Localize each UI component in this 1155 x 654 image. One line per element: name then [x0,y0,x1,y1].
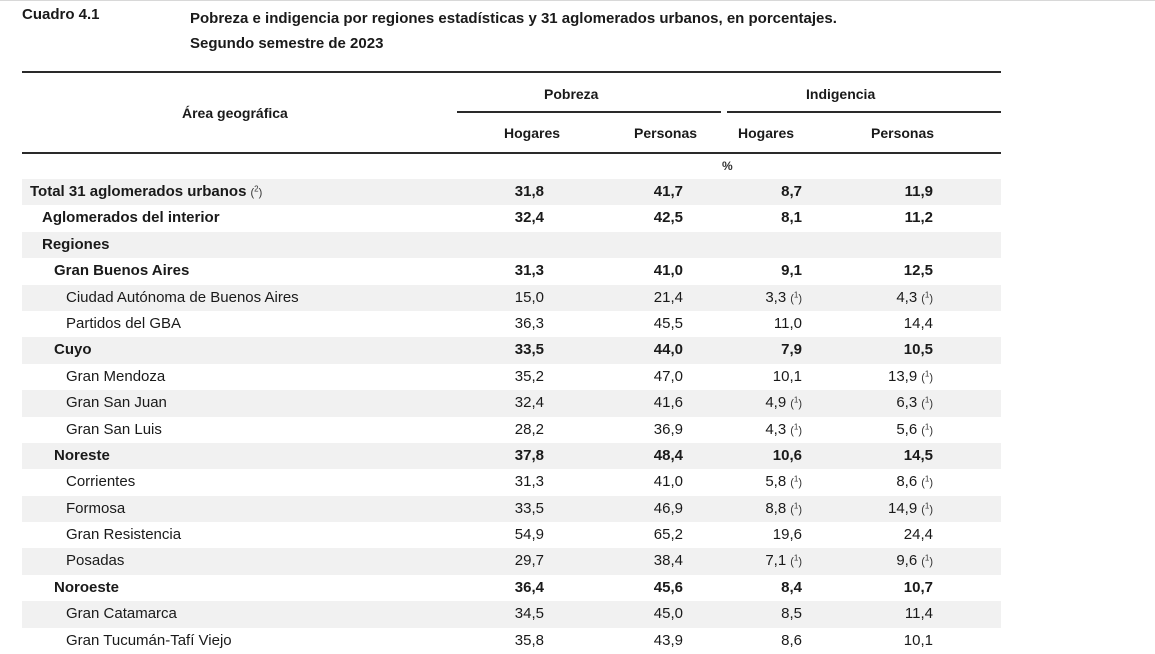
cell-value: 28,2 [514,420,544,438]
cell-value: 31,8 [514,183,544,200]
table-row [22,575,1001,601]
cell-value: 65,2 [653,526,683,544]
cell-indigencia-hogares [765,289,802,306]
cell-indigencia-hogares [765,421,802,438]
cell-pobreza-hogares [515,447,544,464]
cell-value: 31,3 [514,262,544,280]
row-label-text: Formosa [66,499,126,517]
cell-value: 14,5 [903,446,933,464]
cell-value: 8,6 [781,631,802,649]
cell-indigencia-hogares [765,473,802,490]
footnote-ref: ($^1$) [921,421,933,437]
footnote-ref: ($^1$) [921,395,933,411]
table-row [22,628,1001,654]
cell-indigencia-hogares [781,632,802,649]
cell-value: 10,7 [903,578,933,596]
cell-value: 33,5 [514,499,544,517]
row-label [54,262,189,279]
cell-value: 45,5 [653,314,683,332]
cell-indigencia-hogares [781,341,802,358]
cell-value: 5,8 [765,473,787,491]
cell-indigencia-personas [904,447,933,464]
cell-value: 31,3 [514,473,544,491]
cell-value: 8,8 [765,499,787,517]
cell-indigencia-hogares [773,368,802,385]
cell-pobreza-personas [654,341,683,358]
cell-value: 34,5 [514,605,544,623]
cell-value: 7,9 [781,341,802,359]
cell-indigencia-hogares [781,605,802,622]
cell-value: 8,5 [781,605,802,623]
table-row [22,232,1001,258]
cell-pobreza-hogares [515,526,544,543]
cell-pobreza-personas [654,421,683,438]
cell-pobreza-hogares [515,209,544,226]
cell-value: 4,9 [765,394,787,412]
cell-pobreza-hogares [515,473,544,490]
row-label [54,341,92,358]
cell-indigencia-hogares [781,262,802,279]
row-label-text: Posadas [66,552,125,570]
row-label [66,473,135,490]
table-row [22,337,1001,363]
table-row [22,496,1001,522]
pobreza-group-rule [457,111,721,113]
row-label [66,632,232,649]
table-title-line1: Pobreza e indigencia por regiones estadísticas y 31 aglomerados urbanos, en porcentajes. [190,10,837,27]
cell-value: 32,4 [514,209,544,227]
cell-indigencia-hogares [774,315,802,332]
row-label-text: Ciudad Autónoma de Buenos Aires [66,288,299,306]
footnote-ref: ($^1$) [921,474,933,490]
cell-pobreza-hogares [515,341,544,358]
cell-pobreza-personas [654,447,683,464]
cell-pobreza-hogares [515,183,544,200]
cell-pobreza-personas [654,473,683,490]
cell-value: 15,0 [514,288,544,306]
table-header-rule [22,152,1001,154]
row-label [66,315,181,332]
cell-value: 32,4 [514,394,544,412]
cell-pobreza-hogares [515,500,544,517]
cell-value: 44,0 [653,341,683,359]
row-label [66,526,181,543]
cell-pobreza-personas [654,262,683,279]
row-label [66,552,124,569]
row-label-text: Gran San Luis [66,420,162,438]
footnote-ref: ($^1$) [921,501,933,516]
cell-value: 29,7 [514,552,544,570]
cell-pobreza-personas [654,605,683,622]
cell-value: 14,9 [888,499,918,517]
table-row [22,417,1001,443]
cell-pobreza-personas [654,209,683,226]
cell-indigencia-hogares [781,579,802,596]
footnote-ref: ($^1$) [790,421,802,437]
cell-value: 4,3 [765,420,787,438]
cell-pobreza-personas [654,394,683,411]
cell-indigencia-personas [904,262,933,279]
cell-value: 24,4 [903,526,933,544]
cell-indigencia-personas [888,368,933,385]
cell-pobreza-personas [654,552,683,569]
cell-indigencia-hogares [765,500,802,517]
cell-pobreza-personas [654,183,683,200]
cell-indigencia-hogares [765,552,802,569]
indigencia-group-rule [727,111,1001,113]
footnote-ref: ($^1$) [790,501,802,516]
header-pobreza-personas: Personas [634,125,698,141]
table-number: Cuadro 4.1 [22,6,100,23]
cell-value: 13,9 [888,367,918,385]
cell-value: 6,3 [896,394,918,412]
cell-value: 8,6 [896,473,918,491]
table-title-line2: Segundo semestre de 2023 [190,35,384,52]
row-label [54,579,119,596]
row-label-text: Noreste [54,446,110,464]
cell-value: 11,2 [904,209,933,227]
row-label [54,447,110,464]
footnote-ref: ($^1$) [790,474,802,490]
cell-indigencia-personas [896,552,933,569]
cell-value: 10,1 [772,367,802,385]
cell-value: 36,3 [514,314,544,332]
cell-value: 47,0 [653,367,683,385]
cell-indigencia-hogares [781,183,802,200]
page-top-border [0,0,1155,1]
row-label [66,605,177,622]
cell-value: 35,8 [514,631,544,649]
footnote-ref: ($^1$) [790,289,802,305]
cell-pobreza-hogares [515,605,544,622]
row-label-text: Aglomerados del interior [42,209,220,227]
header-indigencia-personas: Personas [871,125,935,141]
cell-pobreza-personas [654,315,683,332]
header-area: Área geográfica [182,105,288,121]
row-label-text: Gran Resistencia [66,526,182,544]
cell-value: 7,1 [765,552,787,570]
cell-value: 41,7 [653,183,683,200]
cell-value: 38,4 [653,552,683,570]
table-title [190,6,837,56]
footnote-ref: ($^1$) [921,553,933,569]
cell-indigencia-hogares [765,394,802,411]
table-row [22,258,1001,284]
cell-indigencia-personas [896,421,933,438]
cell-value: 11,0 [773,314,802,332]
row-label [66,421,162,438]
cell-value: 41,6 [653,394,683,412]
cell-indigencia-personas [888,500,933,517]
cell-indigencia-personas [896,289,933,306]
table-row [22,601,1001,627]
cell-indigencia-personas [896,473,933,490]
cell-indigencia-hogares [773,526,802,543]
cell-value: 11,9 [904,183,933,200]
cell-indigencia-personas [905,183,933,200]
table-row [22,179,1001,205]
cell-value: 19,6 [772,526,802,544]
row-label-text: Corrientes [66,473,136,491]
cell-pobreza-personas [654,579,683,596]
cell-pobreza-personas [654,368,683,385]
cell-value: 10,1 [903,631,933,649]
row-label-text: Regiones [42,235,110,253]
cell-indigencia-hogares [773,447,802,464]
unit-label: % [722,159,733,173]
cell-pobreza-hogares [515,421,544,438]
footnote-ref: ($^1$) [921,369,933,384]
row-label-text: Gran Tucumán-Tafí Viejo [66,631,232,649]
cell-value: 45,6 [653,578,683,596]
cell-value: 33,5 [514,341,544,359]
cell-pobreza-hogares [515,632,544,649]
cell-pobreza-personas [654,526,683,543]
cell-value: 45,0 [653,605,683,623]
row-label-text: Cuyo [54,341,92,359]
table-row [22,285,1001,311]
cell-value: 41,0 [653,473,683,491]
cell-value: 9,6 [896,552,918,570]
cell-value: 12,5 [903,262,933,280]
table-row [22,311,1001,337]
row-label [30,183,262,200]
cell-value: 14,4 [903,314,933,332]
row-label [66,289,299,306]
footnote-ref: ($^1$) [921,289,933,305]
cell-pobreza-personas [654,289,683,306]
cell-value: 8,4 [781,578,802,596]
row-label-text: Noroeste [54,578,120,596]
table-row [22,205,1001,231]
cell-value: 8,1 [781,209,802,227]
cell-value: 46,9 [653,499,683,517]
table-row [22,469,1001,495]
row-label-text: Gran Catamarca [66,605,177,623]
cell-value: 11,4 [904,605,933,623]
cell-value: 10,6 [772,446,802,464]
row-label [42,236,110,253]
row-label [66,500,125,517]
cell-pobreza-hogares [515,289,544,306]
row-label [66,368,165,385]
header-indigencia: Indigencia [806,86,876,102]
cell-value: 4,3 [896,288,918,306]
cell-pobreza-hogares [515,552,544,569]
row-label-text: Partidos del GBA [66,314,182,332]
cell-pobreza-personas [654,500,683,517]
cell-value: 54,9 [514,526,544,544]
row-label [66,394,167,411]
cell-value: 36,4 [514,578,544,596]
table-row [22,548,1001,574]
cell-value: 5,6 [896,420,918,438]
cell-indigencia-personas [905,605,933,622]
cell-indigencia-personas [904,315,933,332]
row-label-text: Gran Mendoza [66,367,166,385]
cell-indigencia-personas [904,632,933,649]
table-row [22,522,1001,548]
cell-pobreza-hogares [515,368,544,385]
row-label-text: Total 31 aglomerados urbanos [30,183,247,200]
cell-indigencia-personas [896,394,933,411]
cell-pobreza-hogares [515,262,544,279]
cell-value: 41,0 [653,262,683,280]
header-pobreza-hogares: Hogares [504,125,561,141]
footnote-ref: ($^2$) [250,184,263,199]
cell-pobreza-hogares [515,315,544,332]
cell-value: 36,9 [653,420,683,438]
header-pobreza: Pobreza [544,86,599,102]
table-row [22,364,1001,390]
cell-indigencia-personas [904,526,933,543]
table-body [22,179,1001,654]
cell-value: 10,5 [903,341,933,359]
table-row [22,443,1001,469]
row-label-text: Gran Buenos Aires [54,262,190,280]
header-indigencia-hogares: Hogares [738,125,795,141]
row-label [42,209,220,226]
footnote-ref: ($^1$) [790,553,802,569]
cell-value: 3,3 [765,288,787,306]
cell-value: 8,7 [781,183,802,200]
cell-value: 35,2 [514,367,544,385]
cell-value: 21,4 [653,288,683,306]
table-top-rule [22,71,1001,73]
cell-indigencia-personas [905,209,933,226]
cell-indigencia-personas [904,341,933,358]
cell-value: 9,1 [781,262,802,280]
footnote-ref: ($^1$) [790,395,802,411]
table-row [22,390,1001,416]
cell-value: 43,9 [653,631,683,649]
cell-indigencia-personas [904,579,933,596]
cell-pobreza-personas [654,632,683,649]
cell-pobreza-hogares [515,579,544,596]
row-label-text: Gran San Juan [66,394,167,412]
cell-indigencia-hogares [781,209,802,226]
cell-value: 37,8 [514,446,544,464]
cell-value: 42,5 [653,209,683,227]
cell-pobreza-hogares [515,394,544,411]
cell-value: 48,4 [653,446,683,464]
